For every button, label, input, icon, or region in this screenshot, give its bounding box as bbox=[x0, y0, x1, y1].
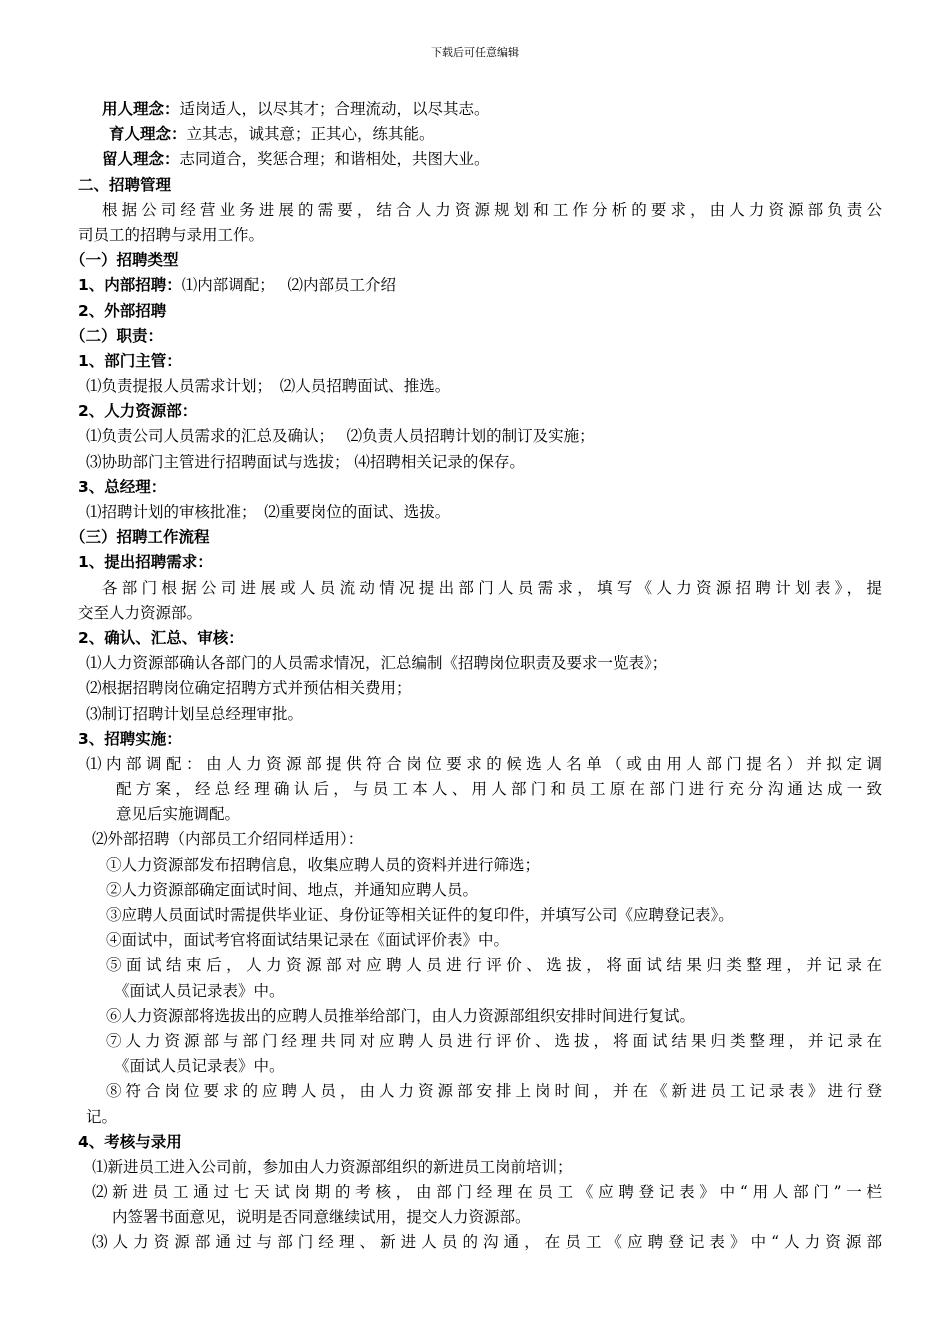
text-line bbox=[78, 878, 882, 903]
text-line bbox=[78, 173, 882, 198]
text-line bbox=[78, 223, 882, 248]
bold-label: 4、考核与录用 bbox=[78, 1132, 182, 1151]
line-text: ⑴负责公司人员需求的汇总及确认； ⑵负责人员招聘计划的制订及实施； bbox=[86, 427, 595, 446]
text-line bbox=[78, 928, 882, 953]
line-text: ①人力资源部发布招聘信息，收集应聘人员的资料并进行筛选； bbox=[106, 855, 541, 874]
document-body bbox=[70, 97, 882, 1256]
line-text: ⑤面试结束后，人力资源部对应聘人员进行评价、选拔，将面试结果归类整理，并记录在 bbox=[106, 956, 882, 975]
bold-label: 二、招聘管理 bbox=[78, 175, 172, 194]
text-line bbox=[78, 122, 882, 147]
text-line bbox=[78, 97, 882, 122]
line-text: 内签署书面意见，说明是否同意继续试用，提交人力资源部。 bbox=[112, 1208, 531, 1227]
line-text: ⑴负责提报人员需求计划； ⑵人员招聘面试、推选。 bbox=[86, 377, 451, 396]
text-line bbox=[70, 324, 882, 349]
bold-label: 1、内部招聘： bbox=[78, 276, 182, 295]
line-text: ⑵外部招聘（内部员工介绍同样适用）： bbox=[92, 830, 364, 849]
text-line bbox=[78, 979, 882, 1004]
line-text: ⑧符合岗位要求的应聘人员，由人力资源部安排上岗时间，并在《新进员工记录表》进行登 bbox=[106, 1082, 882, 1101]
text-line bbox=[78, 576, 882, 601]
line-text: 《面试人员记录表》中。 bbox=[114, 1057, 285, 1076]
line-text: 立其志，诚其意；正其心，练其能。 bbox=[186, 125, 435, 144]
text-line bbox=[78, 147, 882, 172]
text-line bbox=[78, 1180, 882, 1205]
bold-label: （二）职责： bbox=[70, 326, 164, 345]
line-text: ②人力资源部确定面试时间、地点，并通知应聘人员。 bbox=[106, 880, 479, 899]
text-line bbox=[78, 651, 882, 676]
text-line bbox=[78, 601, 882, 626]
bold-label: 育人理念： bbox=[109, 125, 187, 144]
text-line bbox=[78, 953, 882, 978]
text-line bbox=[78, 475, 882, 500]
text-line bbox=[78, 1205, 882, 1230]
line-text: 司员工的招聘与录用工作。 bbox=[78, 225, 265, 244]
line-text: ⑴招聘计划的审核批准； ⑵重要岗位的面试、选拔。 bbox=[86, 503, 451, 521]
page-header: 下载后可任意编辑 bbox=[431, 46, 519, 59]
line-text: ⑶协助部门主管进行招聘面试与选拔； ⑷招聘相关记录的保存。 bbox=[86, 452, 525, 471]
text-line bbox=[78, 1029, 882, 1054]
text-line bbox=[78, 1054, 882, 1079]
line-text: ⑥人力资源部将选拔出的应聘人员推举给部门，由人力资源部组织安排时间进行复试。 bbox=[106, 1006, 696, 1025]
bold-label: 3、总经理： bbox=[78, 477, 167, 496]
text-line bbox=[78, 702, 882, 727]
line-text: ⑴人力资源部确认各部门的人员需求情况，汇总编制《招聘岗位职责及要求一览表》； bbox=[86, 654, 668, 673]
bold-label: （一）招聘类型 bbox=[70, 251, 179, 270]
text-line bbox=[78, 550, 882, 575]
text-line bbox=[78, 676, 882, 701]
line-text: ⑶制订招聘计划呈总经理审批。 bbox=[86, 704, 304, 723]
line-text: 《面试人员记录表》中。 bbox=[114, 981, 285, 1000]
line-text: ⑴新进员工进入公司前，参加由人力资源部组织的新进员工岗前培训； bbox=[92, 1157, 573, 1176]
text-line bbox=[78, 1004, 882, 1029]
text-line bbox=[78, 273, 882, 298]
text-line bbox=[78, 1130, 882, 1155]
text-line bbox=[78, 424, 882, 449]
bold-label: 留人理念： bbox=[102, 150, 180, 169]
line-text: ⑴内部调配； ⑵内部员工介绍 bbox=[181, 276, 396, 295]
bold-label: 1、提出招聘需求： bbox=[78, 553, 213, 572]
text-line bbox=[78, 198, 882, 223]
text-line bbox=[78, 727, 882, 752]
text-line bbox=[78, 1105, 882, 1130]
text-line bbox=[78, 1155, 882, 1180]
text-line bbox=[78, 450, 882, 475]
text-line bbox=[78, 374, 882, 399]
line-text: 配方案，经总经理确认后，与员工本人、用人部门和员工原在部门进行充分沟通达成一致 bbox=[116, 780, 882, 799]
line-text: ⑶人力资源部通过与部门经理、新进人员的沟通，在员工《应聘登记表》中“人力资源部 bbox=[92, 1233, 882, 1252]
text-line bbox=[70, 525, 882, 550]
text-line bbox=[78, 903, 882, 928]
text-line bbox=[78, 349, 882, 374]
text-line bbox=[78, 752, 882, 777]
bold-label: 2、确认、汇总、审核： bbox=[78, 628, 244, 647]
text-line bbox=[78, 1230, 882, 1255]
bold-label: （三）招聘工作流程 bbox=[70, 528, 210, 547]
text-line bbox=[78, 802, 882, 827]
text-line bbox=[78, 299, 882, 324]
line-text: ⑦人力资源部与部门经理共同对应聘人员进行评价、选拔，将面试结果归类整理，并记录在 bbox=[106, 1031, 882, 1050]
bold-label: 3、招聘实施： bbox=[78, 729, 182, 748]
text-line bbox=[78, 626, 882, 651]
line-text: 适岗适人，以尽其才；合理流动，以尽其志。 bbox=[179, 100, 490, 118]
line-text: ⑵新进员工通过七天试岗期的考核，由部门经理在员工《应聘登记表》中“用人部门”一栏 bbox=[92, 1183, 882, 1202]
text-line bbox=[78, 399, 882, 424]
text-line bbox=[78, 853, 882, 878]
text-line bbox=[78, 1079, 882, 1104]
text-line bbox=[78, 500, 882, 525]
line-text: 意见后实施调配。 bbox=[116, 805, 241, 824]
bold-label: 1、部门主管： bbox=[78, 351, 182, 370]
line-text: 各部门根据公司进展或人员流动情况提出部门人员需求，填写《人力资源招聘计划表》，提 bbox=[102, 578, 882, 597]
line-text: 根据公司经营业务进展的需要，结合人力资源规划和工作分析的要求，由人力资源部负责公 bbox=[102, 200, 882, 219]
line-text: ⑴内部调配：由人力资源部提供符合岗位要求的候选人名单（或由用人部门提名）并拟定调 bbox=[86, 754, 882, 773]
line-text: ④面试中，面试考官将面试结果记录在《面试评价表》中。 bbox=[106, 931, 510, 950]
text-line bbox=[70, 248, 882, 273]
text-line bbox=[78, 827, 882, 852]
line-text: 记。 bbox=[86, 1107, 118, 1126]
bold-label: 2、外部招聘 bbox=[78, 301, 167, 320]
line-text: 志同道合，奖惩合理；和谐相处，共图大业。 bbox=[179, 150, 490, 169]
text-line bbox=[78, 777, 882, 802]
line-text: ⑵根据招聘岗位确定招聘方式并预估相关费用； bbox=[86, 679, 412, 698]
line-text: ③应聘人员面试时需提供毕业证、身份证等相关证件的复印件，并填写公司《应聘登记表》。 bbox=[106, 906, 734, 924]
bold-label: 用人理念： bbox=[102, 100, 180, 118]
line-text: 交至人力资源部。 bbox=[78, 603, 203, 622]
bold-label: 2、人力资源部： bbox=[78, 402, 198, 421]
